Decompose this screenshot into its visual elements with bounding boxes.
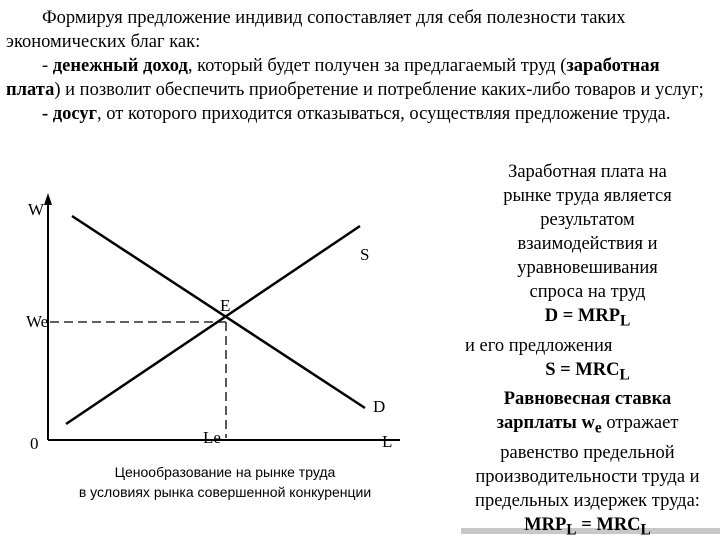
box-line: Равновесная ставка bbox=[503, 389, 672, 410]
box-line-wage-rate bbox=[455, 411, 720, 441]
subscript: L bbox=[620, 312, 631, 330]
money-income-term: денежный доход bbox=[52, 56, 188, 76]
wage-rate-text: зарплаты w bbox=[496, 413, 595, 434]
box-line: производительности труда и bbox=[475, 467, 700, 488]
supply-label: S bbox=[360, 245, 370, 264]
wage-explanation-box bbox=[455, 158, 720, 539]
demand-label: D bbox=[373, 397, 386, 416]
intro-p1-text: Формируя предложение индивид сопоставляет для себя полезности таких экономических благ как: bbox=[6, 8, 626, 52]
equilibrium-formula bbox=[455, 513, 720, 540]
subscript: e bbox=[594, 420, 602, 438]
intro-p2-text: , который будет получен за предлагаемый труд ( bbox=[187, 56, 567, 76]
caption-line-2: в условиях рынка совершенной конкуренции bbox=[78, 484, 372, 500]
box-line: и его предложения bbox=[465, 335, 613, 356]
equilibrium-label: E bbox=[220, 296, 231, 315]
box-line: предельных издержек труда: bbox=[475, 491, 700, 512]
supply-formula bbox=[455, 358, 720, 388]
w-axis-label: W bbox=[28, 200, 45, 219]
origin-label: 0 bbox=[30, 434, 39, 453]
wage-term: заработная плата bbox=[6, 56, 660, 100]
supply-curve bbox=[66, 226, 360, 424]
w-axis-arrow bbox=[44, 193, 52, 205]
intro-p2-end: ) и позволит обеспечить приобретение и потребление каких-либо товаров и услуг; bbox=[54, 80, 704, 100]
formula-part: = MRC bbox=[576, 515, 641, 536]
demand-formula-text: D = MRP bbox=[544, 306, 620, 326]
dash: - bbox=[42, 104, 53, 124]
box-line: взаимодействия и bbox=[517, 234, 658, 254]
le-label: Le bbox=[203, 428, 221, 447]
reflects-text: отражает bbox=[601, 413, 679, 434]
we-label: We bbox=[26, 312, 49, 331]
dash: - bbox=[42, 56, 53, 76]
box-line: результатом bbox=[540, 210, 635, 230]
subscript: L bbox=[640, 521, 651, 539]
demand-formula bbox=[455, 304, 720, 334]
supply-formula-text: S = MRC bbox=[545, 359, 620, 380]
intro-p3-text: , от которого приходится отказываться, осуществляя предложение труда. bbox=[97, 104, 671, 124]
formula-part: MRP bbox=[524, 515, 567, 536]
demand-curve bbox=[72, 216, 365, 408]
subscript: L bbox=[566, 521, 577, 539]
box-line: спроса на труд bbox=[529, 282, 646, 302]
diagram-caption bbox=[40, 462, 410, 502]
box-line: рынке труда является bbox=[503, 186, 672, 206]
subscript: L bbox=[619, 366, 630, 384]
box-line: уравновешивания bbox=[517, 258, 658, 278]
caption-line-1: Ценообразование на рынке труда bbox=[114, 464, 336, 480]
box-line: равенство предельной bbox=[500, 443, 675, 464]
l-axis-label: L bbox=[382, 432, 393, 451]
box-line: Заработная плата на bbox=[508, 162, 667, 182]
leisure-term: досуг bbox=[52, 104, 98, 124]
